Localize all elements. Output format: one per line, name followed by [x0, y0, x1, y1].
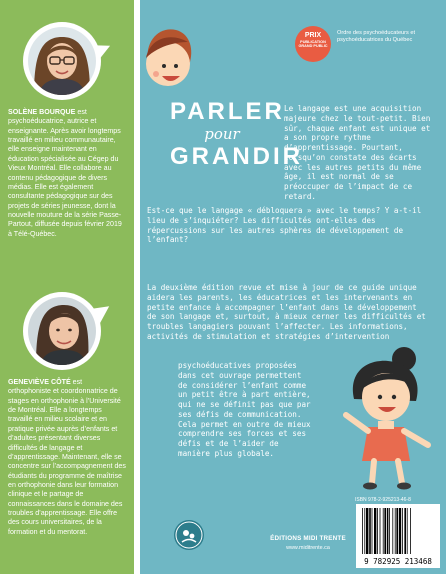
author-1-name: SOLÈNE BOURQUE	[8, 108, 76, 116]
intro-paragraph: Le langage est une acquisition majeure chez le tout-petit. Bien sûr, chaque enfant est unique et a son propre rythme d’apprentissage. Pourtant, lorsqu’on constate des écarts avec les autres petits du même âge, il est normal de se préoccuper de l’impact de ce retard.	[284, 104, 431, 202]
prize-organization: Ordre des psychoéducateurs et psychoéducatrices du Québec	[337, 30, 416, 43]
author-1-portrait	[28, 27, 96, 95]
prize-badge-title: PRIX	[304, 32, 322, 39]
isbn-barcode	[356, 504, 440, 568]
isbn-label: ISBN 978-2-925213-46-8	[355, 497, 411, 503]
author-2-bio	[8, 378, 126, 537]
description-paragraph-wide: La deuxième édition revue et mise à jour de ce guide unique aidera les parents, les éducatrices et les intervenants en petite enfance à accompagner l’enfant dans le développement de son langage et, surtout, à mieux cerner les difficultés et troubles langagiers pouvant l’affecter. Les informations, activités de stimulation et stratégies d’intervention	[147, 283, 426, 341]
publisher-url: www.miditrente.ca	[286, 545, 330, 551]
barcode-icon	[356, 504, 440, 568]
girl-illustration-icon	[338, 345, 436, 493]
author-1-photo-bubble	[23, 22, 101, 100]
prize-badge	[295, 26, 331, 62]
title-line-3: GRANDIR	[170, 143, 303, 170]
woman-portrait-icon	[28, 297, 96, 365]
author-1-bio	[8, 108, 126, 239]
book-title	[170, 98, 303, 170]
publisher-name: ÉDITIONS MIDI TRENTE	[270, 535, 346, 542]
publisher-block	[268, 535, 348, 551]
authors-panel	[0, 0, 134, 574]
title-line-1: PARLER	[170, 98, 285, 125]
author-1-bio-text: est psychoéducatrice, autrice et enseignante. Après avoir longtemps travaillé en milieu communautaire, elle enseigne maintenant en éducation spécialisée au Cégep du Vieux Montréal. Elle collabore au contenu pédagogique de divers médias. Elle est également consultante pédagogique sur des projets de séries jeunesse, dont la nouvelle mouture de la série Passe-Partout, diffusée depuis février 2019 à Télé-Québec.	[8, 108, 122, 238]
author-2-bio-text: est orthophoniste et coordonnatrice de stages en orthophonie à l’Université de Montréal. Elle a longtemps travaillé en milieu scolaire et en pratique privée auprès d’enfants et d’adultes présentant diverses difficultés de langage et d’apprentissage. Maintenant, elle se concentre sur l’accompagnement des étudiants du programme de maîtrise en orthophonie dans leur formation clinique et le partage de connaissances dans le domaine des troubles d’apprentissage. Elle offre des cours universitaires, de la formation et du mentorat.	[8, 378, 126, 536]
association-logo-icon	[174, 520, 204, 550]
prize-badge-category: PUBLICATION GRAND PUBLIC	[298, 39, 328, 49]
author-2-portrait	[28, 297, 96, 365]
description-paragraph-narrow: psychoéducatives proposées dans cet ouvrage permettent de considérer l’enfant comme un petit être à part entière, qui ne se définit pas que par ses défis de communication. Cela permet en outre de mieux comprendre ses forces et ses défis et de l’aider de manière plus globale.	[178, 361, 311, 459]
title-line-2: pour	[204, 125, 240, 143]
questions-paragraph: Est-ce que le langage « débloquera » avec le temps? Y a-t-il lieu de s’inquiéter? Les difficultés ont-elles des répercussions sur les autres sphères de développement de l’enfant?	[147, 206, 422, 245]
boy-illustration-icon	[140, 20, 196, 100]
author-2-photo-bubble	[23, 292, 101, 370]
barcode-digits: 9 782925 213468	[364, 557, 432, 566]
author-2-name: GENEVIÈVE CÔTÉ	[8, 378, 71, 386]
woman-with-glasses-icon	[28, 27, 96, 95]
